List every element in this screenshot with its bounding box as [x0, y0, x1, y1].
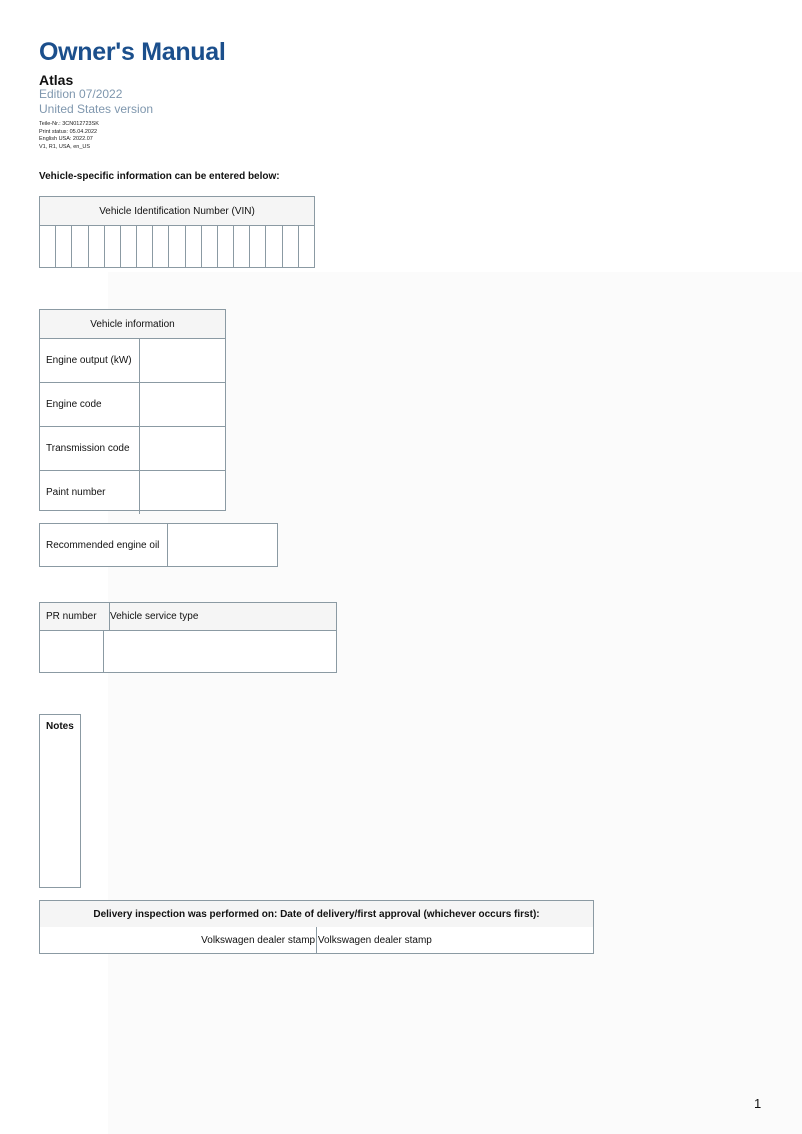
- document-title: Owner's Manual: [39, 38, 226, 66]
- engine-oil-row: [40, 524, 277, 566]
- engine-code-label: Engine code: [40, 383, 140, 426]
- engine-oil-field[interactable]: [168, 524, 277, 566]
- vin-cell[interactable]: [266, 226, 282, 268]
- notes-label: Notes: [46, 721, 74, 732]
- vin-cell[interactable]: [218, 226, 234, 268]
- transmission-code-field[interactable]: [140, 427, 225, 470]
- vin-cell[interactable]: [250, 226, 266, 268]
- meta-line-part-number: Teile-Nr.: 3CN012723SK: [39, 121, 99, 127]
- vin-cell[interactable]: [283, 226, 299, 268]
- vehicle-info-row-transmission-code: [40, 427, 225, 471]
- vin-cell[interactable]: [56, 226, 72, 268]
- paint-number-field[interactable]: [140, 471, 225, 514]
- pr-number-table: [39, 602, 337, 673]
- engine-oil-table: [39, 523, 278, 567]
- meta-line-print-status: Print status: 05.04.2022: [39, 128, 98, 135]
- pr-number-body: [40, 631, 336, 673]
- engine-output-label: Engine output (kW): [40, 339, 140, 382]
- vin-cell[interactable]: [186, 226, 202, 268]
- service-type-field[interactable]: [103, 631, 336, 673]
- vin-table: [39, 196, 315, 268]
- vin-cell[interactable]: [153, 226, 169, 268]
- vin-cell[interactable]: [202, 226, 218, 268]
- vin-cell[interactable]: [72, 226, 88, 268]
- vin-header: Vehicle Identification Number (VIN): [40, 197, 314, 226]
- paint-number-label: Paint number: [40, 471, 140, 514]
- vin-cell[interactable]: [121, 226, 137, 268]
- vin-cells: [40, 226, 314, 268]
- vin-cell[interactable]: [105, 226, 121, 268]
- engine-code-field[interactable]: [140, 383, 225, 426]
- meta-line-version-code: V1, R1, USA, en_US: [39, 143, 91, 150]
- engine-output-field[interactable]: [140, 339, 225, 382]
- vin-cell[interactable]: [299, 226, 314, 268]
- dealer-stamps: Volkswagen dealer stamp Volkswagen dealer stamp: [201, 934, 432, 946]
- vehicle-info-table: [39, 309, 226, 511]
- delivery-header: Delivery inspection was performed on: Date of delivery/first approval (whichever occurs first):: [40, 901, 593, 927]
- vin-cell[interactable]: [137, 226, 153, 268]
- pr-number-header: [40, 603, 336, 631]
- service-type-col-header: Vehicle service type: [109, 603, 336, 630]
- vin-cell[interactable]: [89, 226, 105, 268]
- vin-cell[interactable]: [40, 226, 56, 268]
- transmission-code-label: Transmission code: [40, 427, 140, 470]
- model-name: Atlas: [39, 72, 74, 88]
- notes-box[interactable]: [39, 714, 81, 888]
- engine-oil-label: Recommended engine oil: [40, 524, 168, 566]
- vin-cell[interactable]: [169, 226, 185, 268]
- section-heading: Vehicle-specific information can be entered below:: [39, 171, 280, 182]
- vehicle-info-row-paint-number: [40, 471, 225, 514]
- meta-info: [39, 121, 99, 151]
- pr-number-col-header: PR number: [46, 611, 97, 622]
- pr-number-field[interactable]: [40, 631, 103, 673]
- version-text: United States version: [39, 102, 154, 116]
- vehicle-info-row-engine-output: [40, 339, 225, 383]
- delivery-inspection-table: [39, 900, 594, 954]
- edition-text: Edition 07/2022: [39, 87, 123, 101]
- vehicle-info-row-engine-code: [40, 383, 225, 427]
- vehicle-info-header: Vehicle information: [40, 310, 225, 339]
- meta-line-language: English USA: 2022.07: [39, 136, 93, 142]
- page-number: 1: [754, 1096, 762, 1111]
- vin-cell[interactable]: [234, 226, 250, 268]
